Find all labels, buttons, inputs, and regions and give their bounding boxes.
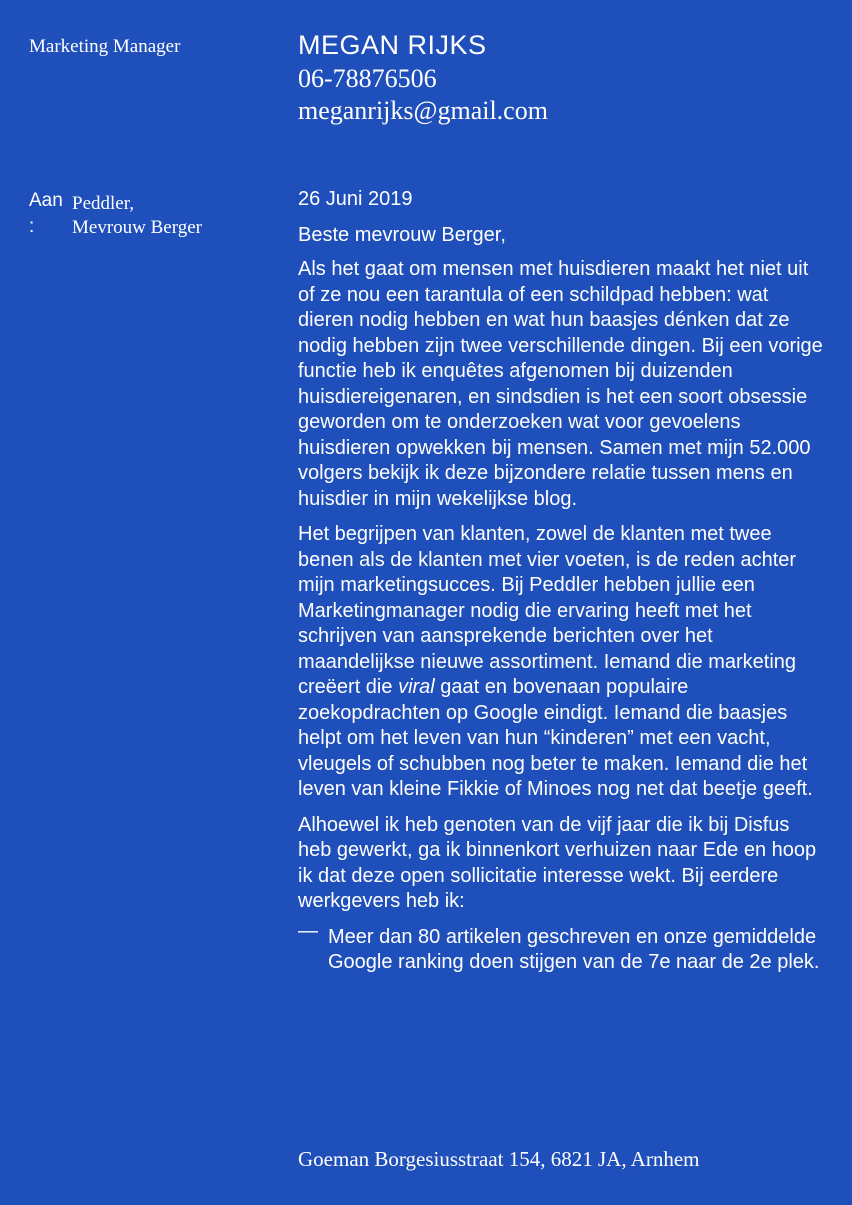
paragraph-1: Als het gaat om mensen met huisdieren maakt het niet uit of ze nou een tarantula of een schildpad hebben: wat dieren nodig hebben en wat hun baasjes dénken dat ze nodig hebben zijn twee verschillende dingen. Bij een vorige functie heb ik enquêtes afgenomen bij duizenden huisdiereigenaren, en sindsdien is het een soort obsessie geworden om te onderzoeken wat voor gevoelens huisdieren opwekken bij mensen. Samen met mijn 52.000 volgers bekijk ik deze bijzondere relatie tussen mens en huisdier in mijn wekelijkse blog. <box>298 258 823 510</box>
letter-greeting: Beste mevrouw Berger, <box>298 223 506 246</box>
bullet-text: Meer dan 80 artikelen geschreven en onze gemiddelde Google ranking doen stijgen van de 7e naar de 2e plek. <box>328 925 820 973</box>
recipient-label: Aan <box>29 190 63 211</box>
footer-address: Goeman Borgesiusstraat 154, 6821 JA, Arnhem <box>298 1147 700 1171</box>
paragraph-2-start: Het begrijpen van klanten, zowel de klanten met twee benen als de klanten met vier voeten, is de reden achter mijn marketingsucces. Bij Peddler hebben jullie een Marketingmanager nodig die ervaring heeft met het schrijven van aansprekende berichten over het maandelijkse nieuwe assortiment. Iemand die marketing creëert die <box>298 523 797 698</box>
phone-number: 06-78876506 <box>298 64 437 93</box>
bullet-list <box>298 919 828 976</box>
recipient-company: Peddler, <box>72 193 135 214</box>
letter-date: 26 Juni 2019 <box>298 188 413 210</box>
job-title: Marketing Manager <box>29 36 181 57</box>
recipient-person: Mevrouw Berger <box>72 217 202 238</box>
recipient-colon: : <box>29 216 35 237</box>
paragraph-2-emphasis: viral <box>398 676 435 698</box>
paragraph-3: Alhoewel ik heb genoten van de vijf jaar die ik bij Disfus heb gewerkt, ga ik binnenkort verhuizen naar Ede en hoop ik dat deze open sollicitatie interesse wekt. Bij eerdere werkgevers heb ik: <box>298 813 817 912</box>
recipient-block <box>72 192 202 240</box>
letter-body <box>298 187 828 976</box>
paragraph-2 <box>298 522 828 803</box>
applicant-name: MEGAN RIJKS <box>298 30 487 60</box>
paragraph-2-end: gaat en bovenaan populaire zoekopdrachten op Google eindigt. Iemand die baasjes helpt om het leven van hun “kinderen” met een vacht, vleugels of schubben nog beter te maken. Iemand die het leven van kleine Fikkie of Minoes nog net dat beetje geeft. <box>298 676 813 800</box>
dash-icon: — <box>298 919 318 942</box>
email-address: meganrijks@gmail.com <box>298 96 548 125</box>
list-item <box>298 919 828 976</box>
